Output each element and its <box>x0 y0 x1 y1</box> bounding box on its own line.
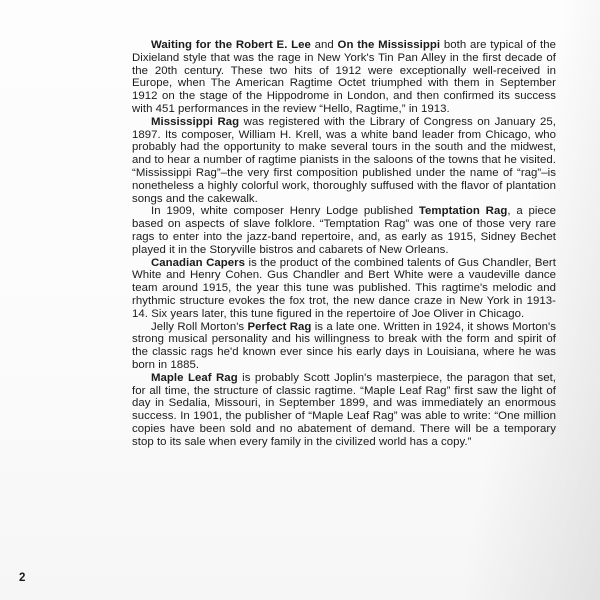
song-title: Mississippi Rag <box>151 115 240 128</box>
body-text: In 1909, white composer Henry Lodge published <box>151 205 419 218</box>
paragraph <box>132 39 556 116</box>
liner-notes-text <box>132 39 556 449</box>
song-title: Maple Leaf Rag <box>151 371 238 384</box>
body-text: is the product of the combined talents of Gus Chandler, Bert White and Henry Cohen. Gus Chandler and Bert White were a vaudeville dance team around 1915, the year this tune was published. This ragtime's melodic and rhythmic structure evokes the fox trot, the new dance craze in New York in 1913-14. Six years later, this tune figured in the repertoire of Joe Oliver in Chicago. <box>132 256 556 320</box>
body-text: , a piece based on aspects of slave folklore. “Temptation Rag” was one of those very rare rags to enter into the jazz-band repertoire, and, as early as 1915, Sidney Bechet played it in the Storyville bistros and cabarets of New Orleans. <box>132 205 557 256</box>
body-text: is probably Scott Joplin's masterpiece, the paragon that set, for all time, the structure of classic ragtime. “Maple Leaf Rag” first saw the light of day in Sedalia, Missouri, in September 1899, and was immediately an enormous success. In 1901, the publisher of “Maple Leaf Rag” was able to write: “One million copies have been sold and no abatement of demand. There will be a temporary stop to its sale when every family in the civilized world has a copy.” <box>132 371 557 448</box>
body-text: was registered with the Library of Congress on January 25, 1897. Its composer, William H. Krell, was a white band leader from Chicago, who probably had the opportunity to make several tours in the south and the midwest, and to hear a number of ragtime pianists in the saloons of the towns that he visited. “Mississippi Rag”–the very first composition published under the name of “rag”–is nonetheless a highly colorful work, thoroughly suffused with the flavor of plantation songs and the cakewalk. <box>132 115 556 205</box>
paragraph <box>132 205 556 256</box>
body-text: Jelly Roll Morton's <box>151 320 248 333</box>
paragraph <box>132 372 556 449</box>
song-title: Temptation Rag <box>418 205 508 218</box>
song-title: Perfect Rag <box>247 320 312 333</box>
paragraph <box>132 321 556 372</box>
body-text: is a late one. Written in 1924, it shows Morton's strong musical personality and his willingness to break with the form and spirit of the classic rags he'd known ever since his early days in Louisiana, where he was born in 1885. <box>132 320 556 371</box>
body-text: and <box>310 39 338 51</box>
song-title: Canadian Capers <box>151 256 246 269</box>
paragraph <box>132 257 556 321</box>
page-number: 2 <box>19 572 26 584</box>
song-title: Waiting for the Robert E. Lee <box>151 39 311 51</box>
body-text: both are typical of the Dixieland style that was the rage in New York's Tin Pan Alley in the first decade of the 20th century. These two hits of 1912 were exceptionally well-received in Europe, when The American Ragtime Octet triumphed with them in September 1912 on the stage of the Hippodrome in London, and then confirmed its success with 451 performances in the review “Hello, Ragtime,” in 1913. <box>132 39 556 115</box>
paragraph <box>132 116 556 206</box>
song-title: On the Mississippi <box>337 39 441 51</box>
